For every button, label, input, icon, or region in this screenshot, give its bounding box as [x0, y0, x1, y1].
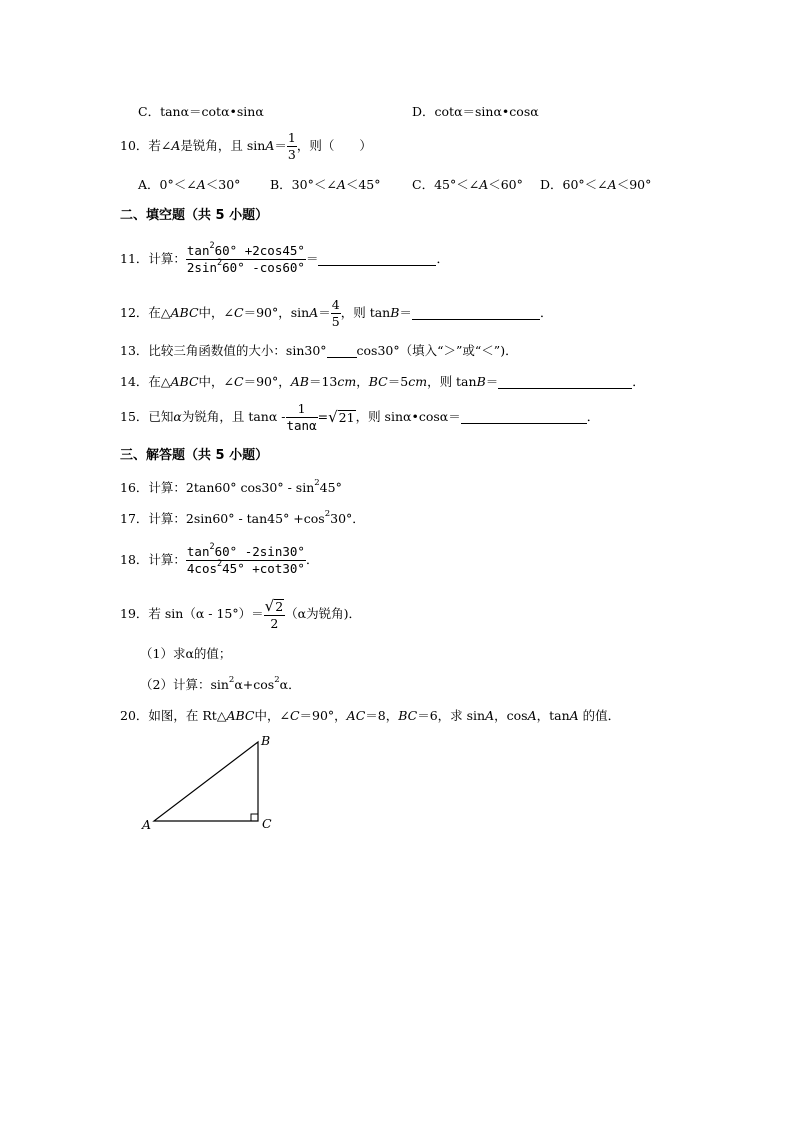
question-14: 14．在△ABC中，∠C＝90°，AB＝13cm，BC＝5cm，则 tanB＝ ．	[120, 374, 645, 389]
question-12: 12．在△ABC中，∠C＝90°，sinA＝ $\frac{4}{5}$ ，则 tanB＝ ．	[120, 297, 553, 329]
question-10-stem: 10．若∠A是锐角，且 sinA＝ $\frac{1}{3}$ ，则（ ）	[120, 130, 372, 162]
answer-blank-12[interactable]	[412, 307, 540, 320]
q9-option-d: D．cotα＝sinα•cosα	[412, 104, 539, 119]
q10-option-b: B．30°＜∠A＜45°	[270, 177, 381, 192]
answer-blank-14[interactable]	[498, 376, 632, 389]
vertex-label-a: A	[142, 817, 152, 832]
question-15: 15．已知α为锐角，且 tanα - $\frac{1}{\tan\alpha}$ =√21，则 sinα•cosα＝ ．	[120, 401, 600, 433]
section-2-heading: 二、填空题（共 5 小题）	[120, 208, 269, 223]
question-18: 18．计算： $\frac{\tan^260^\circ -2\sin 30^\circ}{4\cos^245^\circ +\cot 30^\circ}$ ．	[120, 542, 319, 576]
fraction-sqrt2-over-2: $\frac{√2}{2}$	[264, 597, 284, 631]
fraction-one-third: $\frac{1}{3}$	[287, 130, 296, 162]
q10-option-a: A．0°＜∠A＜30°	[138, 177, 241, 192]
vertex-label-b: B	[261, 733, 271, 748]
q11-fraction: $\frac{\tan^260^\circ +2\cos 45^\circ}{2\sin^260^\circ -\cos 60^\circ}$	[186, 241, 305, 275]
answer-blank-15[interactable]	[461, 411, 587, 424]
question-19: 19．若 sin（α - 15°）＝ $\frac{√2}{2}$ （α为锐角)．	[120, 597, 361, 631]
answer-blank-13[interactable]	[327, 345, 357, 358]
question-16: 16．计算：2tan60° $\cos 30^\circ - \sin^245^\circ$	[120, 478, 342, 495]
q18-fraction: $\frac{\tan^260^\circ -2\sin 30^\circ}{4\cos^245^\circ +\cot 30^\circ}$	[186, 542, 305, 576]
question-13: 13．比较三角函数值的大小：sin30° cos30°（填入“＞”或“＜”)．	[120, 343, 518, 358]
q10-option-c: C．45°＜∠A＜60°	[412, 177, 523, 192]
q9-option-c: C．tanα＝cotα•sinα	[138, 104, 264, 119]
answer-blank-11[interactable]	[318, 253, 436, 266]
q10-option-d: D．60°＜∠A＜90°	[540, 177, 652, 192]
question-19-part-2: （2）计算：$\sin^2\alpha+\cos^2\alpha$．	[140, 675, 301, 692]
triangle-abc	[154, 742, 258, 821]
section-3-heading: 三、解答题（共 5 小题）	[120, 448, 269, 463]
right-triangle-figure	[140, 732, 280, 836]
vertex-label-c: C	[262, 816, 272, 831]
question-19-part-1: （1）求α的值；	[140, 646, 232, 661]
sqrt-21: √21	[328, 408, 355, 426]
question-20: 20．如图，在 Rt△ABC中，∠C＝90°，AC＝8，BC＝6，求 sinA，cosA，tanA 的值．	[120, 708, 621, 723]
right-angle-mark	[251, 814, 258, 821]
question-17: 17．计算：$2\sin 60^\circ - \tan 45^\circ +\cos^230^\circ$．	[120, 509, 365, 526]
fraction-one-over-tan: $\frac{1}{\tan\alpha}$	[286, 401, 317, 433]
question-11: 11．计算： $\frac{\tan^260^\circ +2\cos 45^\circ}{2\sin^260^\circ -\cos 60^\circ}$ ＝ ．	[120, 241, 449, 275]
fraction-four-fifths: $\frac{4}{5}$	[331, 297, 340, 329]
